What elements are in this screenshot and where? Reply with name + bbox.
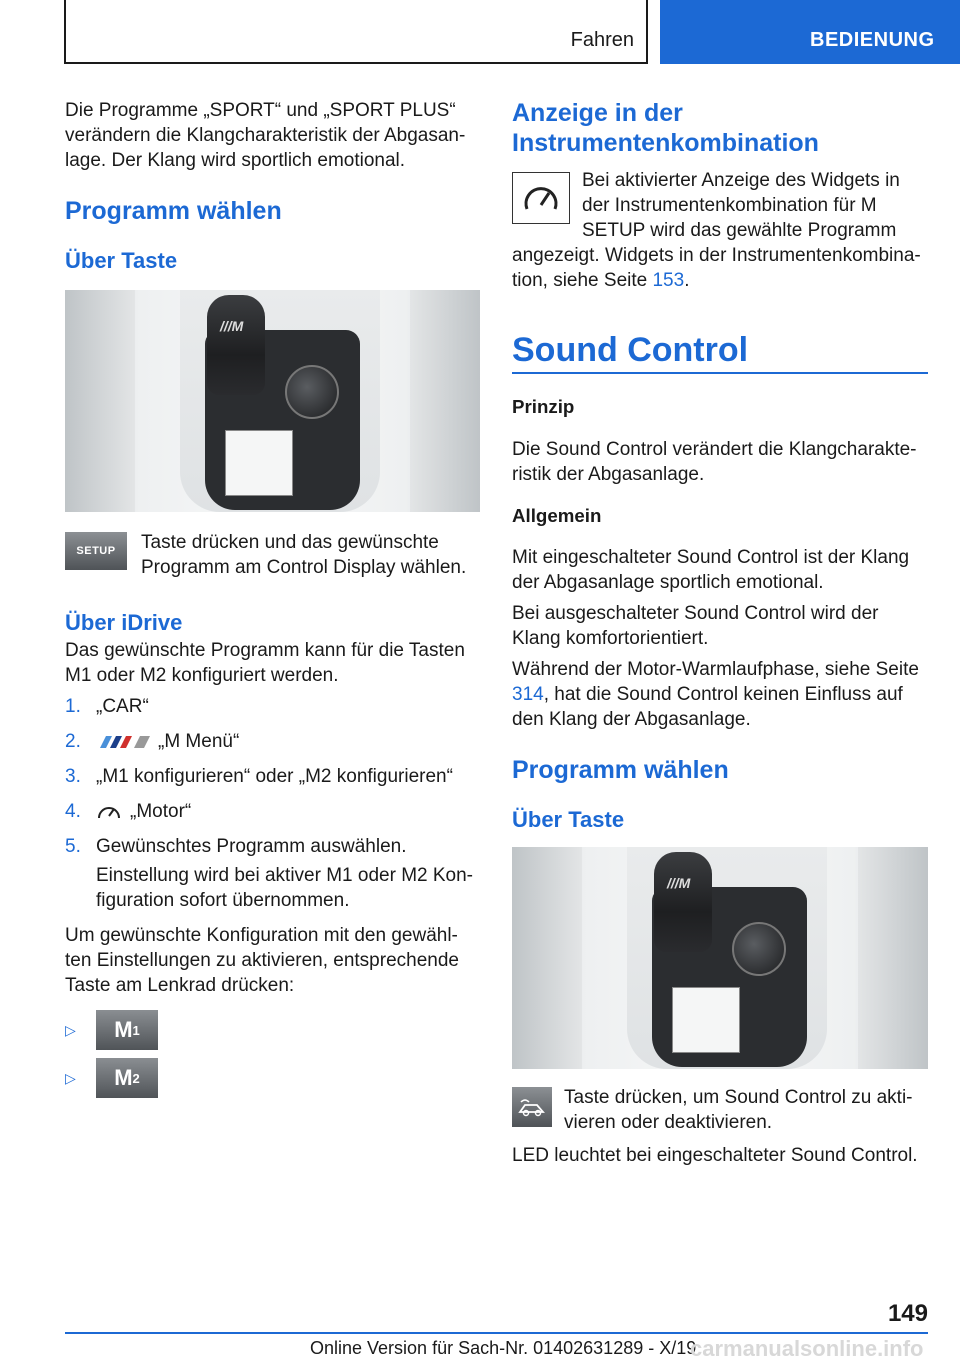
sound-button-text: Taste drücken, um Sound Control zu akti-vieren oder deaktivieren. [564,1087,913,1134]
gear-lever-logo: ///M [667,875,691,892]
header-section-title: Fahren [570,29,634,51]
panel-white-key [672,987,740,1053]
heading-principle: Prinzip [512,396,575,417]
setup-instruction [65,532,480,580]
heading-via-button-sound: Über Taste [512,807,625,833]
idrive-paragraph: Das gewünschte Programm kann für die Tasten M1 oder M2 konfiguriert werden. [65,640,465,686]
page-link-314[interactable]: 314 [512,684,544,706]
gauge-icon [96,802,122,822]
widget-text-a: Bei aktivierter Anzeige des Widgets in der Instrumentenkombination für M SETUP wird das gewählte Programm [582,170,900,241]
left-column [65,98,480,1098]
header-tab-section [64,0,648,64]
heading-display-cluster: Anzeige in der Instrumentenkombination [512,99,819,157]
list-item: 2. „M Menü“ [65,731,240,752]
page-number: 149 [887,1300,928,1327]
list-item: 4. „Motor“ [65,801,192,822]
gear-lever-logo: ///M [220,318,244,334]
page-link-153[interactable]: 153 [652,270,685,291]
footer-divider [65,1332,928,1334]
heading-program-select-sound: Programm wählen [512,756,729,785]
heading-program-select: Programm wählen [65,197,282,225]
list-item: 3. „M1 konfigurieren“ oder „M2 konfigurieren“ [65,766,453,787]
widget-gauge-icon [512,172,570,224]
center-console-photo [65,290,480,512]
m-stripes-icon [96,735,152,749]
watermark: carmanualsonline.info [690,1336,924,1361]
m2-bullet [65,1058,480,1098]
center-console-photo-sound [512,847,928,1069]
m2-button-icon: M 2 [96,1058,158,1098]
general-paragraph-2: Bei ausgeschalteter Sound Control wird der Klang komfortorientiert. [512,603,879,650]
gear-lever [207,295,265,395]
right-column [512,98,928,1168]
seat-left [512,847,582,1069]
m1-button-icon: M 1 [96,1010,158,1050]
seat-right [858,847,928,1069]
seat-right [410,290,480,512]
activate-paragraph: Um gewünschte Konfiguration mit den gewähl-ten Einstellungen zu aktivieren, entsprechende Taste am Lenkrad drücken: [65,925,459,996]
list-item: 1. „CAR“ [65,696,149,717]
setup-instruction-text: Taste drücken und das gewünschte Programm am Control Display wählen. [141,532,467,578]
bullet-marker: ▷ [65,1021,76,1038]
gear-lever [654,852,712,952]
setup-button-icon: SETUP [65,532,127,570]
header-tab-chapter [660,0,960,64]
bullet-marker: ▷ [65,1069,76,1086]
header-chapter-title: BEDIENUNG [810,29,935,51]
seat-left [65,290,135,512]
heading-via-button: Über Taste [65,248,178,273]
heading-general: Allgemein [512,504,602,526]
sound-control-button-icon [512,1087,552,1127]
heading-via-idrive: Über iDrive [65,610,183,635]
heading-sound-control: Sound Control [512,331,928,374]
footer-online-version: Online Version für Sach-Nr. 01402631289 - X/19 [310,1338,697,1358]
general-paragraph-1: Mit eingeschalteter Sound Control ist der Klang der Abgasanlage sportlich emotional. [512,547,910,594]
m1-bullet [65,1010,480,1050]
list-item: 5. Gewünschtes Programm auswählen. [65,836,407,857]
idrive-steps [65,694,480,859]
intro-paragraph: Die Programme „SPORT“ und „SPORT PLUS“ verändern die Klangcharakteristik der Abgasan-lage. Der Klang wird sportlich emotional. [65,100,466,171]
step5-note: Einstellung wird bei aktiver M1 oder M2 Kon-figuration sofort übernommen. [96,865,474,911]
widget-text-b: angezeigt. Widgets in der Instrumentenkombina-tion, siehe Seite 153. [512,245,921,291]
sound-button-instruction [512,1087,928,1135]
idrive-knob [285,365,339,419]
widget-instruction [512,172,928,243]
general-paragraph-3: Während der Motor-Warmlaufphase, siehe Seite 314, hat die Sound Control keinen Einfluss auf den Klang der Abgasanlage. [512,659,919,731]
panel-white-key [225,430,293,496]
principle-paragraph: Die Sound Control verändert die Klangcharakte-ristik der Abgasanlage. [512,438,917,485]
led-paragraph: LED leuchtet bei eingeschalteter Sound Control. [512,1145,918,1167]
